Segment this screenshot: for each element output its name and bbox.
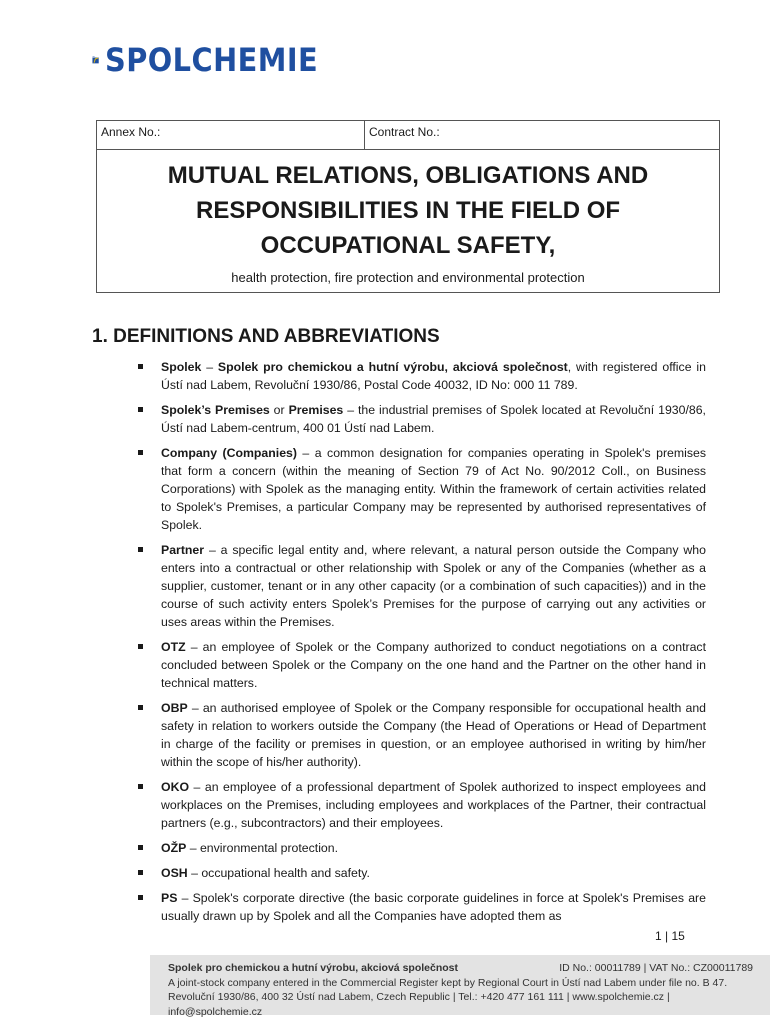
definition-item (136, 358, 706, 394)
logo-text: SPOLCHEMIE (105, 41, 319, 79)
definition-term: PS (161, 891, 178, 905)
definition-text: , with registered office in Ústí nad Labem, Revoluční 1930/86, Postal Code 40032, ID No: 000 11 789. (161, 360, 706, 392)
bullet-icon (138, 644, 143, 649)
contract-no-cell: Contract No.: (369, 125, 440, 139)
definition-term: OSH (161, 866, 188, 880)
definition-item (136, 864, 706, 882)
definition-term-secondary: Spolek pro chemickou a hutní výrobu, akciová společnost (217, 360, 568, 374)
definition-term: Partner (161, 543, 205, 557)
definition-item (136, 401, 706, 437)
title-line-3: OCCUPATIONAL SAFETY, (260, 232, 556, 259)
definition-term-secondary: Premises (288, 403, 344, 417)
definition-text: – occupational health and safety. (187, 866, 370, 880)
definition-term: OKO (161, 780, 190, 794)
header-row (97, 121, 719, 150)
definition-term: OTZ (161, 640, 186, 654)
definition-text: – environmental protection. (186, 841, 339, 855)
definition-item (136, 778, 706, 832)
footer-address: Revoluční 1930/86, 400 32 Ústí nad Labem, Czech Republic | Tel.: +420 477 161 111 | www.spolchemie.cz | info@spolchemie.cz (168, 991, 670, 1018)
definition-item (136, 839, 706, 857)
bullet-icon (138, 895, 143, 900)
title-line-2: RESPONSIBILITIES IN THE FIELD OF (195, 197, 621, 224)
footer-ids: ID No.: 00011789 | VAT No.: CZ00011789 (559, 962, 753, 974)
bullet-icon (138, 407, 143, 412)
definition-text: – an employee of a professional department of Spolek authorized to inspect employees and workplaces on the Premises, including employees and workplaces of the Partner, their contractual partners (e.g., subcontractors) and their employees. (161, 780, 706, 830)
definition-text: – a specific legal entity and, where relevant, a natural person outside the Company who enters into a contractual or other relationship with Spolek or any of the Companies (whether as a supplier, customer, tenant or in any other capacity (or a combination of such capacities)) and in the course of such activity enters Spolek’s Premises for the purpose of carrying out any activities or uses areas within the Premises. (161, 543, 706, 629)
document-title (97, 158, 719, 263)
bullet-icon (138, 870, 143, 875)
definition-text: – Spolek's corporate directive (the basic corporate guidelines in force at Spolek's Premises are usually drawn up by Spolek and all the Companies have adopted them as (161, 891, 706, 923)
bullet-icon (138, 845, 143, 850)
definition-term: OBP (161, 701, 188, 715)
definition-term: Spolek (161, 360, 202, 374)
footer-content (168, 961, 753, 1019)
title-line-1: MUTUAL RELATIONS, OBLIGATIONS AND (167, 162, 649, 189)
definition-term: Spolek’s Premises (161, 403, 270, 417)
company-logo (92, 40, 342, 80)
document-header-table (96, 120, 720, 293)
spolchemie-logo-icon (92, 43, 99, 77)
definitions-list (136, 358, 706, 932)
definition-separator: – (201, 360, 218, 374)
page-number: 1 | 15 (655, 929, 685, 943)
document-subtitle: health protection, fire protection and environmental protection (231, 270, 585, 285)
bullet-icon (138, 450, 143, 455)
definition-separator: or (269, 403, 289, 417)
footer-register: A joint-stock company entered in the Commercial Register kept by Regional Court in Ústí nad Labem under file no. B 47. (168, 976, 728, 989)
definition-text: – an employee of Spolek or the Company authorized to conduct negotiations on a contract concluded between Spolek or the Company on the one hand and the Partner on the other hand in technical matters. (161, 640, 706, 690)
section-heading: 1. DEFINITIONS AND ABBREVIATIONS (92, 326, 440, 347)
definition-item (136, 699, 706, 771)
footer-row-1 (168, 961, 753, 976)
definition-term: OŽP (161, 841, 187, 855)
definition-item (136, 541, 706, 631)
definition-item (136, 889, 706, 925)
definition-text: – the industrial premises of Spolek located at Revoluční 1930/86, Ústí nad Labem-centrum, 400 01 Ústí nad Labem. (161, 403, 706, 435)
bullet-icon (138, 705, 143, 710)
definition-term: Company (Companies) (161, 446, 297, 460)
bullet-icon (138, 547, 143, 552)
footer-company: Spolek pro chemickou a hutní výrobu, akciová společnost (168, 962, 458, 974)
definition-text: – a common designation for companies operating in Spolek's premises that form a concern (within the meaning of Section 79 of Act No. 90/2012 Coll., on Business Corporations) with Spolek as the managing entity. Within the framework of certain activities related to Spolek's Premises, a particular Company may be represented by authorised representatives of Spolek. (161, 446, 706, 532)
bullet-icon (138, 364, 143, 369)
definition-text: – an authorised employee of Spolek or the Company responsible for occupational health and safety in relation to workers outside the Company (the Head of Operations or Head of Department in charge of the facility or premises in question, or an employee authorised in writing by him/her within the scope of his/her authority). (161, 701, 706, 769)
annex-no-cell: Annex No.: (97, 121, 365, 149)
page-footer (150, 955, 770, 1018)
bullet-icon (138, 784, 143, 789)
definition-item (136, 444, 706, 534)
definition-item (136, 638, 706, 692)
